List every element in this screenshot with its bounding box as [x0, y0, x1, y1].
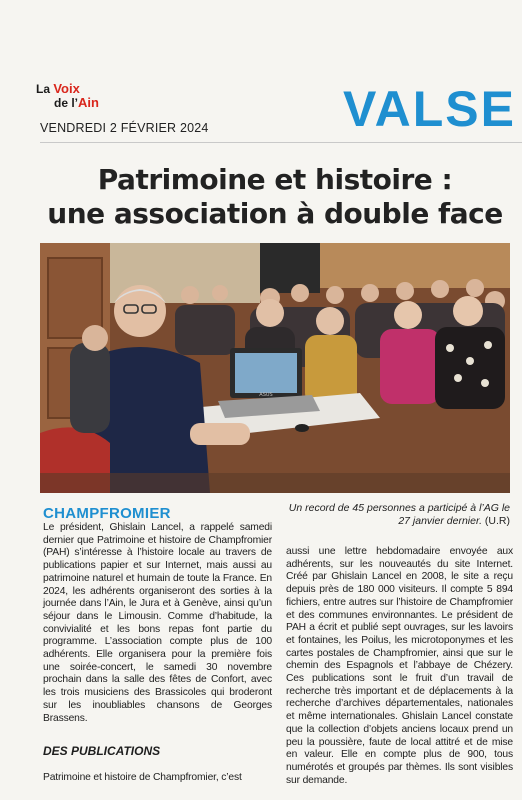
article-photo	[40, 243, 510, 493]
caption-text: Un record de 45 personnes a participé à l’AG le 27 janvier dernier.	[288, 502, 510, 527]
article-body-column-1-continued: Patrimoine et histoire de Champfromier, c’est	[43, 772, 242, 783]
photo-caption	[284, 502, 510, 528]
masthead	[0, 0, 522, 140]
logo-prefix: La	[36, 82, 54, 96]
newspaper-logo	[36, 82, 99, 110]
article-kicker-location: CHAMPFROMIER	[43, 505, 171, 522]
header-divider	[40, 142, 522, 143]
logo-suffix: de l’	[54, 96, 79, 110]
logo-brand-region: Ain	[78, 95, 99, 110]
headline-line-1: Patrimoine et histoire :	[97, 163, 453, 196]
section-title: VALSE	[343, 81, 516, 137]
issue-date: VENDREDI 2 FÉVRIER 2024	[40, 121, 209, 135]
article-body-column-2: aussi une lettre hebdomadaire envoyée aux adhérents, sur les nouveautés du site Internet. Créé par Ghislain Lancel en 2008, le site a reçu depuis près de 180 000 visiteurs. Il compte 5 894 fichiers, entre autres sur l’histoire de Champfromier et des communes environnantes. Le président de PAH a écrit et publié sept ouvrages, sur les lavoirs et fontaines, les Poilus, les microtoponymes et les cartes postales de Champfromier, ainsi que sur le chemin des Espagnols et l’abbaye de Chézery. Ces publications sont le fruit d’un travail de recherche très important et de déplacements à la recherche d’archives départementales, nationales et même internationales. Ghislain Lancel constate que la collection d’objets anciens locaux prend un peu la poussière, faute de local attitré et de mise en valeur. Elle en compte plus de 900, tous numérotés et groupés par thèmes. Ils sont visibles sur demande.	[286, 546, 513, 786]
meeting-photo-illustration	[40, 243, 510, 493]
headline-line-2: une association à double face	[47, 197, 503, 230]
article-subheading: DES PUBLICATIONS	[43, 744, 161, 758]
logo-brand-word: Voix	[53, 81, 80, 96]
photo-credit: (U.R)	[484, 515, 510, 527]
article-body-column-1: Le président, Ghislain Lancel, a rappelé samedi dernier que Patrimoine et histoire de Champfromier (PAH) s’intéresse à l’histoire locale au travers de publications papier et sur Internet, mais aussi au patrimoine naturel et humain de toute la France. En 2024, les adhérents organiseront des sorties à la journée dans l’Ain, le Jura et à Genève, ainsi qu’un séjour dans le Limousin. Comme d’habitude, la convivialité et les bons repas font partie du programme. L’association compte plus de 100 adhérents. Elle organisera pour la première fois une soirée-concert, le samedi 30 novembre prochain dans la salle des fêtes de Confort, avec les trois musiciens des Brassicoles qui broderont sur les inoubliables chansons de Georges Brassens.	[43, 522, 272, 724]
article-headline	[40, 163, 510, 231]
laptop-brand-label: ASUS	[259, 392, 273, 398]
